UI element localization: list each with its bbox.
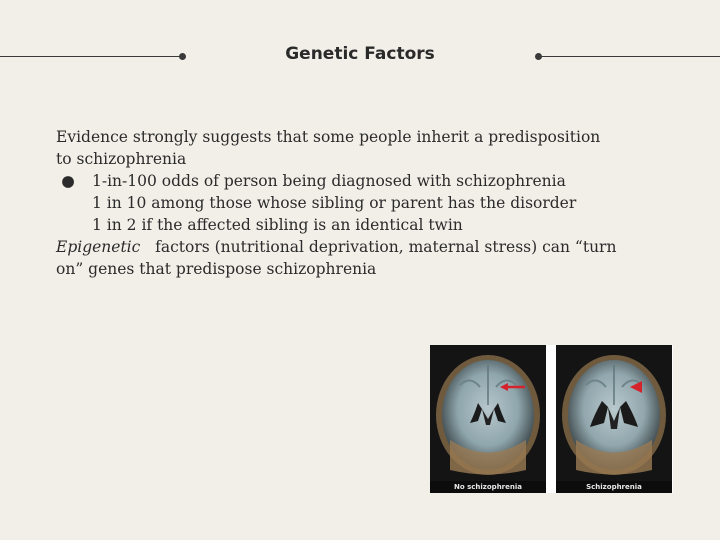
caption-no-schizophrenia: No schizophrenia [454,483,522,491]
brain-scan-figure [430,345,673,493]
paragraph-2-line-2: on” genes that predispose schizophrenia [56,260,377,278]
brain-scan-no-schizophrenia [430,345,546,481]
paragraph-1-line-2: to schizophrenia [56,150,187,168]
epigenetic-term: Epigenetic [56,238,141,256]
paragraph-1-line-1: Evidence strongly suggests that some people inherit a predisposition [56,128,601,146]
sub-item-1: 1 in 10 among those whose sibling or parent has the disorder [92,194,577,212]
sub-item-2: 1 in 2 if the affected sibling is an identical twin [92,216,463,234]
slide-title: Genetic Factors [285,44,435,64]
bullet-text: 1-in-100 odds of person being diagnosed with schizophrenia [92,172,566,190]
paragraph-2-line-1 [56,236,676,258]
bullet-item [56,170,676,192]
slide-body [56,126,676,280]
caption-schizophrenia: Schizophrenia [586,483,642,491]
brain-scan-schizophrenia [556,345,672,481]
bullet-dot: ● [61,172,75,190]
paragraph-2-rest: factors (nutritional deprivation, maternal stress) can “turn [155,238,617,256]
